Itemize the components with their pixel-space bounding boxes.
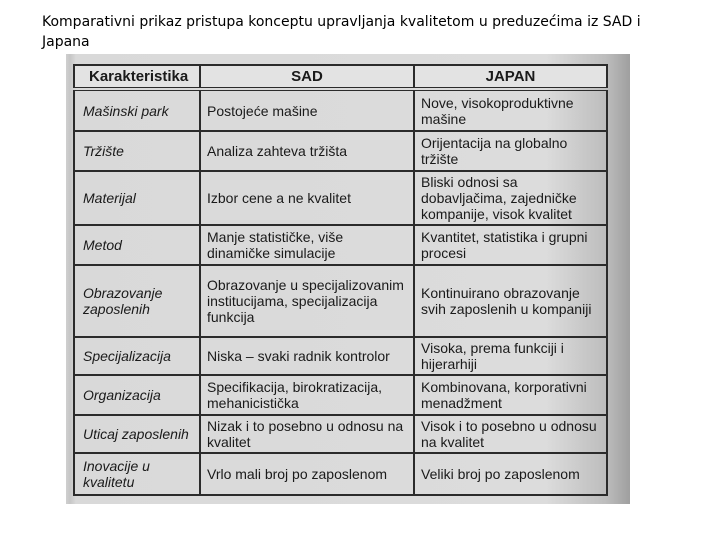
- row-characteristic: Obrazovanje zaposlenih: [74, 265, 200, 337]
- row-japan: Bliski odnosi sa dobavljačima, zajedničke kompanije, visok kvalitet: [414, 171, 607, 225]
- row-japan: Visok i to posebno u odnosu na kvalitet: [414, 415, 607, 453]
- row-usa: Analiza zahteva tržišta: [200, 131, 414, 171]
- row-characteristic: Organizacija: [74, 375, 200, 415]
- header-usa: SAD: [200, 65, 414, 89]
- table-header-row: [74, 65, 607, 89]
- header-characteristic: Karakteristika: [74, 65, 200, 89]
- table-row: [74, 131, 607, 171]
- row-japan: Nove, visokoproduktivne mašine: [414, 89, 607, 131]
- row-usa: Vrlo mali broj po zaposlenom: [200, 453, 414, 495]
- table-row: [74, 415, 607, 453]
- slide-title: Komparativni prikaz pristupa konceptu upravljanja kvalitetom u preduzećima iz SAD i Japana: [42, 14, 641, 50]
- header-japan: JAPAN: [414, 65, 607, 89]
- row-japan: Kvantitet, statistika i grupni procesi: [414, 225, 607, 265]
- row-characteristic: Uticaj zaposlenih: [74, 415, 200, 453]
- table-row: [74, 375, 607, 415]
- row-usa: Postojeće mašine: [200, 89, 414, 131]
- row-usa: Obrazovanje u specijalizovanim institucijama, specijalizacija funkcija: [200, 265, 414, 337]
- table-row: [74, 337, 607, 375]
- row-japan: Kombinovana, korporativni menadžment: [414, 375, 607, 415]
- table-row: [74, 225, 607, 265]
- row-usa: Niska – svaki radnik kontrolor: [200, 337, 414, 375]
- row-japan: Kontinuirano obrazovanje svih zaposlenih u kompaniji: [414, 265, 607, 337]
- table-row: [74, 453, 607, 495]
- row-japan: Orijentacija na globalno tržište: [414, 131, 607, 171]
- table-row: [74, 265, 607, 337]
- row-usa: Manje statističke, više dinamičke simulacije: [200, 225, 414, 265]
- row-characteristic: Mašinski park: [74, 89, 200, 131]
- row-japan: Visoka, prema funkciji i hijerarhiji: [414, 337, 607, 375]
- table-row: [74, 89, 607, 131]
- row-usa: Specifikacija, birokratizacija, mehanicistička: [200, 375, 414, 415]
- row-characteristic: Metod: [74, 225, 200, 265]
- row-characteristic: Materijal: [74, 171, 200, 225]
- row-usa: Nizak i to posebno u odnosu na kvalitet: [200, 415, 414, 453]
- row-usa: Izbor cene a ne kvalitet: [200, 171, 414, 225]
- row-japan: Veliki broj po zaposlenom: [414, 453, 607, 495]
- table-row: [74, 171, 607, 225]
- row-characteristic: Tržište: [74, 131, 200, 171]
- comparison-table: [73, 64, 608, 496]
- row-characteristic: Specijalizacija: [74, 337, 200, 375]
- row-characteristic: Inovacije u kvalitetu: [74, 453, 200, 495]
